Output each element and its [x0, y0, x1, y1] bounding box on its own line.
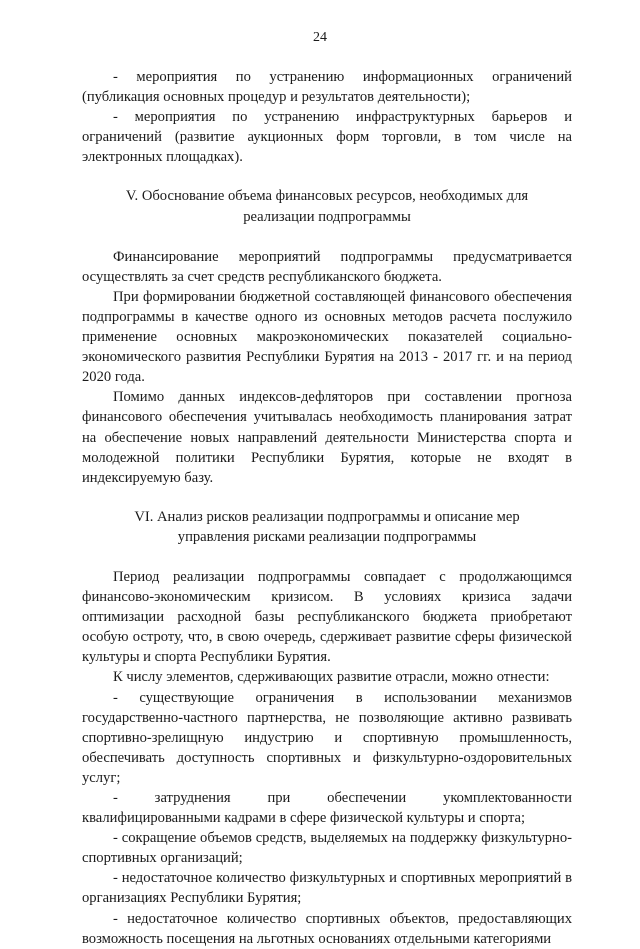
list-item: - мероприятия по устранению инфраструктурных барьеров и ограничений (развитие аукционных форм торговли, в том числе на электронных площадках).	[82, 109, 572, 166]
paragraph: Финансирование мероприятий подпрограммы предусматривается осуществлять за счет средств республиканского бюджета.	[82, 248, 572, 285]
list-item: - недостаточное количество физкультурных и спортивных мероприятий в организациях Республики Бурятия;	[82, 870, 572, 907]
paragraph: При формировании бюджетной составляющей финансового обеспечения подпрограммы в качестве одного из основных методов расчета послужило применение основных макроэкономических показателей социально-экономического развития Республики Бурятия на 2013 - 2017 гг. и на период 2020 года.	[82, 288, 572, 386]
paragraph: Период реализации подпрограммы совпадает с продолжающимся финансово-экономическим кризисом. В условиях кризиса задачи оптимизации расходной базы республиканского бюджета приобретают особую остроту, что, в свою очередь, сдерживает развитие сферы физической культуры и спорта Республики Бурятия.	[82, 568, 572, 666]
section-heading: VI. Анализ рисков реализации подпрограммы и описание мер управления рисками реализации подпрограммы	[134, 508, 520, 545]
list-item: - мероприятия по устранению информационных ограничений (публикация основных процедур и результатов деятельности);	[82, 69, 572, 106]
paragraph: К числу элементов, сдерживающих развитие отрасли, можно отнести:	[113, 669, 550, 686]
section-heading: V. Обоснование объема финансовых ресурсов, необходимых для реализации подпрограммы	[125, 188, 529, 225]
page-number: 24	[313, 30, 327, 45]
paragraph: Помимо данных индексов-дефляторов при составлении прогноза финансового обеспечения учитывалась необходимость планирования затрат на обеспечение новых направлений деятельности Министерства спорта и молодежной политики Республики Бурятия, которые не входят в индексируемую базу.	[82, 389, 572, 486]
list-item: - недостаточное количество спортивных объектов, предоставляющих возможность посещения на льготных основаниях отдельными категориями	[82, 910, 572, 947]
document-body	[82, 67, 572, 949]
list-item: - сокращение объемов средств, выделяемых на поддержку физкультурно-спортивных организаций;	[82, 830, 572, 867]
list-item: - затруднения при обеспечении укомплектованности квалифицированными кадрами в сфере физической культуры и спорта;	[82, 790, 572, 827]
list-item: - существующие ограничения в использовании механизмов государственно-частного партнерства, не позволяющие активно развивать спортивно-зрелищную индустрию и спортивную промышленность, обеспечивать доступность спортивных и физкультурно-оздоровительных услуг;	[82, 689, 572, 786]
